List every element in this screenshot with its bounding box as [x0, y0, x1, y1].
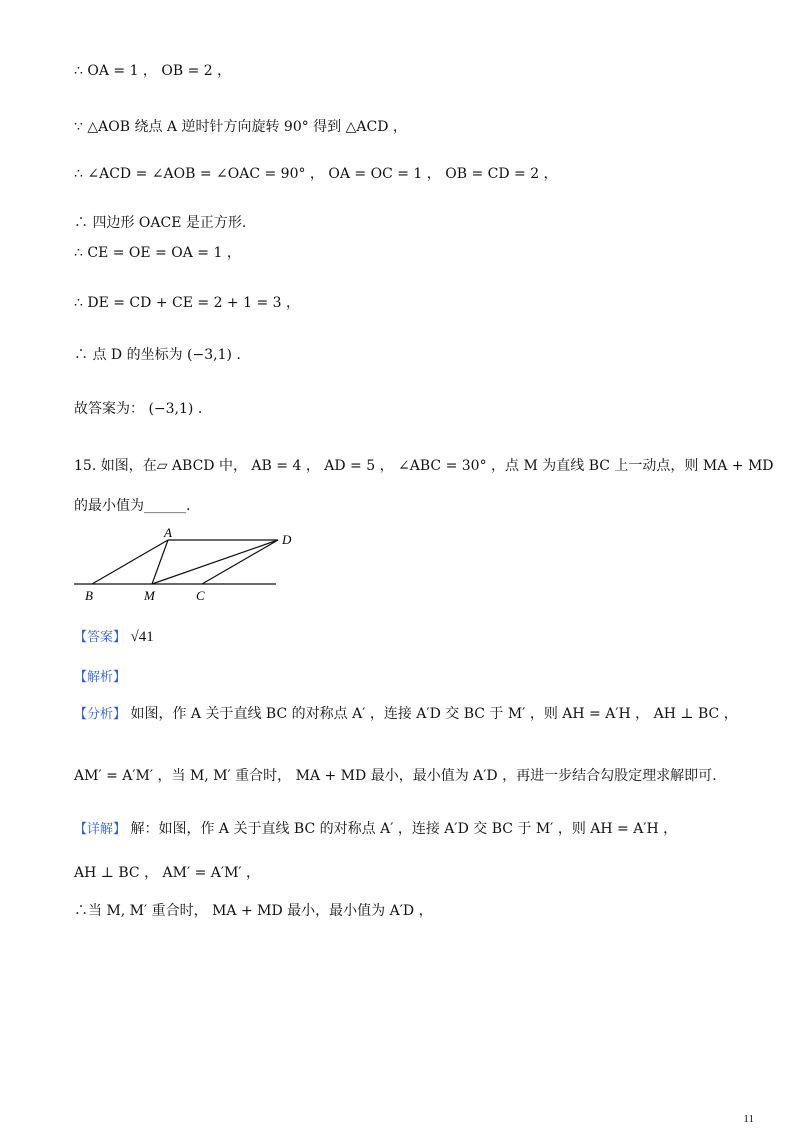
solution-line-4: ∴ 四边形 OACE 是正方形. — [74, 215, 247, 231]
label-m: M — [144, 588, 155, 603]
solution-line-5: ∴ CE = OE = OA = 1 ， — [74, 245, 241, 261]
parallelogram-figure — [72, 528, 312, 608]
answer-row — [74, 626, 154, 646]
detail-line-2-text: AH ⊥ BC ， AM′ = A′M′ ， — [74, 865, 261, 881]
solution-line-1: ∴ OA = 1 ， OB = 2 ， — [74, 63, 232, 79]
analysis-line-2-text: AM′ = A′M′ ，当 M, M′ 重合时， MA + MD 最小，最小值为 A′D ，再进一步结合勾股定理求解即可. — [74, 768, 717, 784]
detail-line-1-tag: 【详解】 — [74, 822, 127, 837]
solution-line-6: ∴ DE = CD + CE = 2 + 1 = 3 ， — [74, 295, 300, 311]
analysis-line-1 — [74, 703, 738, 723]
solution-line-2: ∵ △AOB 绕点 A 逆时针方向旋转 90° 得到 △ACD ， — [74, 119, 407, 135]
answer-tag: 【答案】 — [74, 630, 127, 645]
detail-line-2 — [74, 862, 260, 882]
answer-line-prev: 故答案为： (−3,1) . — [74, 401, 203, 417]
problem-15-statement: 15. 如图，在▱ ABCD 中， AB = 4 ， AD = 5 ， ∠ABC = 30° ，点 M 为直线 BC 上一动点，则 MA + MD — [74, 458, 774, 474]
segment-am — [152, 540, 168, 584]
label-a: A — [164, 528, 172, 540]
label-d: D — [282, 532, 292, 547]
analysis-line-1-text: 如图，作 A 关于直线 BC 的对称点 A′ ，连接 A′D 交 BC 于 M′ ，则 AH = A′H ， AH ⊥ BC ， — [130, 706, 738, 722]
analysis-line-2 — [74, 765, 717, 785]
page-number: 11 — [743, 1113, 754, 1125]
answer-value: √41 — [130, 629, 154, 645]
analysis-heading — [74, 666, 126, 685]
label-b: B — [85, 588, 93, 603]
segment-ab — [92, 540, 168, 584]
detail-line-3 — [74, 900, 433, 920]
detail-line-1 — [74, 818, 677, 838]
detail-line-3-text: ∴当 M, M′ 重合时， MA + MD 最小，最小值为 A′D ， — [74, 903, 433, 919]
detail-line-1-text: 解：如图，作 A 关于直线 BC 的对称点 A′ ，连接 A′D 交 BC 于 M′ ，则 AH = A′H ， — [130, 821, 678, 837]
analysis-tag: 【解析】 — [74, 670, 127, 685]
solution-line-3: ∴ ∠ACD = ∠AOB = ∠OAC = 90° ， OA = OC = 1 ， OB = CD = 2 ， — [74, 166, 558, 182]
label-c: C — [196, 588, 205, 603]
analysis-line-1-tag: 【分析】 — [74, 707, 127, 722]
problem-15-blank: 的最小值为______. — [74, 498, 191, 514]
segment-md — [152, 540, 278, 584]
solution-line-7: ∴ 点 D 的坐标为 (−3,1) . — [74, 347, 241, 363]
